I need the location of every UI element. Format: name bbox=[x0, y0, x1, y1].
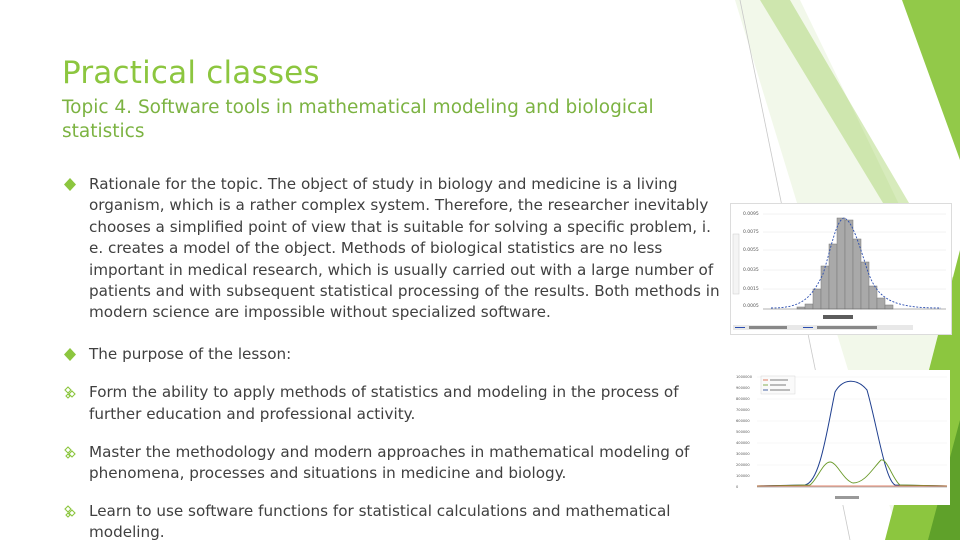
curve-ytick: 300000 bbox=[736, 452, 750, 456]
diamond-icon bbox=[62, 174, 78, 195]
bullet-objective-1 bbox=[62, 382, 724, 425]
bullet-rationale bbox=[62, 174, 724, 324]
check-diamond-icon bbox=[62, 442, 78, 463]
bullet-objective-3 bbox=[62, 501, 724, 544]
hist-ytick: 0.0055 bbox=[743, 248, 759, 253]
curve-ytick: 600000 bbox=[736, 419, 750, 423]
bullet-purpose bbox=[62, 344, 724, 365]
curve-ytick: 800000 bbox=[736, 397, 750, 401]
bullet-list bbox=[62, 174, 724, 544]
curve-ytick: 200000 bbox=[736, 463, 750, 467]
check-diamond-icon bbox=[62, 382, 78, 403]
curve-ytick: 1000000 bbox=[736, 375, 753, 379]
histogram-image bbox=[730, 203, 952, 335]
curve-ytick: 0 bbox=[736, 485, 739, 489]
top-right-triangle bbox=[902, 0, 960, 160]
diamond-icon bbox=[62, 344, 78, 365]
curve-ytick: 900000 bbox=[736, 386, 750, 390]
curves-picture bbox=[735, 370, 950, 505]
bullet-text: Master the methodology and modern approaches in mathematical modeling of phenomena, processes and situations in medicine and biology. bbox=[89, 443, 690, 483]
curve-ytick: 500000 bbox=[736, 430, 750, 434]
histogram-picture bbox=[731, 204, 951, 334]
slide-subtitle: Topic 4. Software tools in mathematical modeling and biological statistics bbox=[62, 97, 654, 142]
bullet-text: The purpose of the lesson: bbox=[89, 344, 292, 363]
slide-title: Practical classes bbox=[62, 55, 320, 91]
hist-ytick: 0.0035 bbox=[743, 268, 759, 273]
hist-ytick: 0.0075 bbox=[743, 230, 759, 235]
bullet-text: Form the ability to apply methods of statistics and modeling in the process of further education and professional activity. bbox=[89, 383, 679, 423]
curve-ytick: 100000 bbox=[736, 474, 750, 478]
hist-ytick: 0.0095 bbox=[743, 212, 759, 217]
epidemic-curves-image bbox=[735, 370, 950, 505]
bullet-objective-2 bbox=[62, 442, 724, 485]
hist-ytick: 0.0005 bbox=[743, 304, 759, 309]
curve-ytick: 400000 bbox=[736, 441, 750, 445]
bullet-text: Rationale for the topic. The object of study in biology and medicine is a living organism, which is a rather complex system. Therefore, the researcher inevitably chooses a simplified point of view that is suitable for solving a specific problem, i. e. creates a model of the object. Methods of biological statistics are no less important in medical research, which is usually carried out with a large number of patients and with subsequent statistical processing of the results. Both methods in modern science are impossible without specialized software. bbox=[89, 175, 720, 322]
hist-ytick: 0.0015 bbox=[743, 287, 759, 292]
curve-ytick: 700000 bbox=[736, 408, 750, 412]
check-diamond-icon bbox=[62, 501, 78, 522]
bullet-text: Learn to use software functions for statistical calculations and mathematical modeling. bbox=[89, 501, 671, 542]
